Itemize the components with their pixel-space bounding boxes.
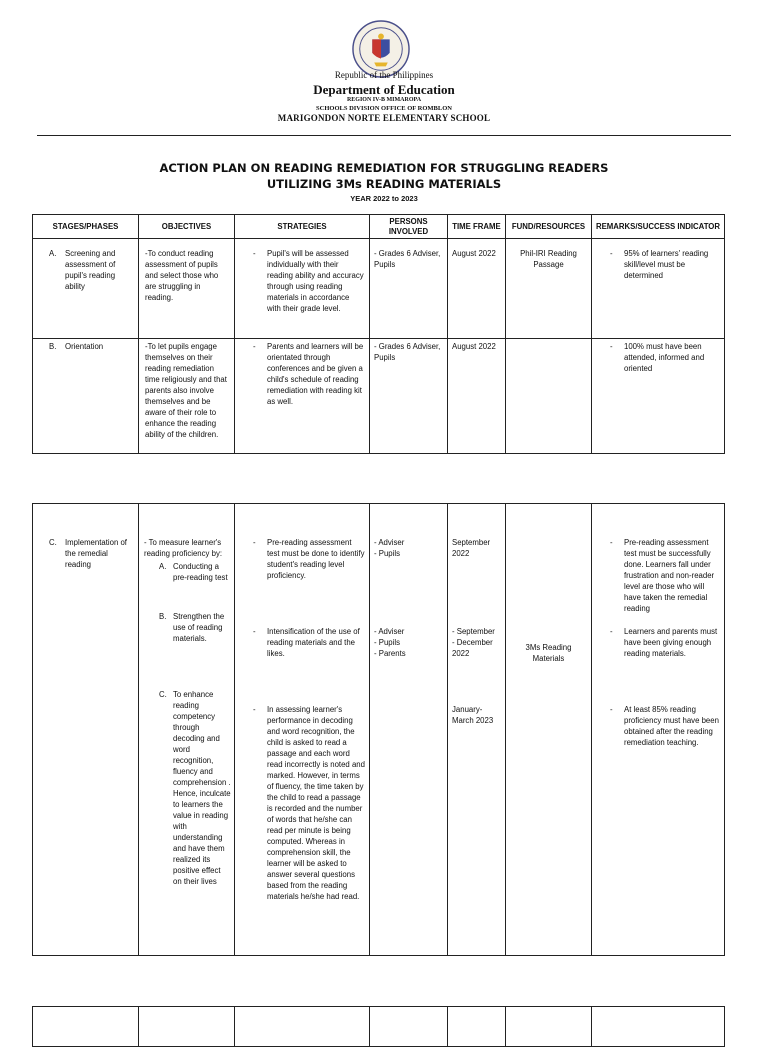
sub-letter: B. bbox=[159, 612, 167, 621]
bullet-dash: - bbox=[253, 342, 256, 351]
strategy-text: Pupil's will be assessed individually with their reading ability and accuracy through using reading materials in accordance with their grade level. bbox=[267, 249, 364, 313]
stage-text: Implementation of the remedial reading bbox=[65, 538, 127, 569]
column-header: STRATEGIES bbox=[235, 215, 370, 239]
fund-text: Phil-IRI Reading Passage bbox=[520, 249, 577, 269]
remark-text: 100% must have been attended, informed and oriented bbox=[624, 342, 705, 373]
objective-text: -To conduct reading assessment of pupils and select those who are struggling in reading. bbox=[145, 249, 219, 302]
objective-intro: - To measure learner's reading proficiency by: bbox=[144, 538, 223, 558]
bullet-dash: - bbox=[253, 627, 256, 636]
stage-letter: C. bbox=[49, 538, 57, 547]
time-text: September 2022 bbox=[452, 538, 491, 558]
fund-text: 3Ms Reading Materials bbox=[525, 643, 572, 663]
time-text: - September bbox=[452, 627, 495, 636]
action-plan-table-continued bbox=[32, 503, 725, 956]
stage-letter: A. bbox=[49, 249, 57, 258]
bullet-dash: - bbox=[610, 342, 613, 351]
person-item: - Adviser bbox=[374, 627, 405, 636]
column-header: PERSONS INVOLVED bbox=[370, 215, 448, 239]
column-header: FUND/RESOURCES bbox=[506, 215, 592, 239]
strategy-text: In assessing learner's performance in decoding and word recognition, the child is asked to read a passage and each word read incorrectly is noted and marked. However, in terms of fluency, the time taken by the child to read a passage is recorded and the number of words that he/she can read per minute is being computed. Whereas in comprehension skill, the learner will be asked to answer several questions based from the reading materials he/she had read. bbox=[267, 705, 365, 901]
remark-text: 95% of learners' reading skill/level must be determined bbox=[624, 249, 709, 280]
bullet-dash: - bbox=[253, 538, 256, 547]
bullet-dash: - bbox=[610, 627, 613, 636]
column-header: STAGES/PHASES bbox=[33, 215, 139, 239]
sub-letter: A. bbox=[159, 562, 167, 571]
stage-text: Screening and assessment of pupil's reading ability bbox=[65, 249, 116, 291]
objective-text: Strengthen the use of reading materials. bbox=[173, 612, 225, 643]
time-text: January-March 2023 bbox=[452, 705, 494, 725]
bullet-dash: - bbox=[610, 249, 613, 258]
time-text: August 2022 bbox=[452, 249, 496, 258]
remark-text: At least 85% reading proficiency must have been obtained after the reading remediation teaching. bbox=[624, 705, 719, 747]
strategy-text: Pre-reading assessment test must be done to identify student's reading level proficiency. bbox=[267, 538, 365, 580]
header-divider bbox=[37, 135, 731, 136]
time-text: - December 2022 bbox=[452, 638, 493, 658]
region-text: REGION IV-B MIMAROPA bbox=[346, 97, 422, 103]
person-item: - Adviser bbox=[374, 538, 405, 547]
bullet-dash: - bbox=[610, 538, 613, 547]
table-row bbox=[33, 504, 725, 956]
bullet-dash: - bbox=[253, 705, 256, 714]
persons-text: - Grades 6 Adviser, Pupils bbox=[374, 342, 441, 362]
stage-text: Orientation bbox=[65, 342, 104, 351]
table-row bbox=[33, 239, 725, 339]
bullet-dash: - bbox=[253, 249, 256, 258]
person-item: - Pupils bbox=[374, 549, 400, 558]
document-title: ACTION PLAN ON READING REMEDIATION FOR STRUGGLING READERS bbox=[159, 161, 609, 175]
objective-text: -To let pupils engage themselves on their reading remediation time religiously and that parents also involve themselves and be aware of their role to enhance the reading ability of the children. bbox=[145, 342, 227, 439]
persons-text: - Grades 6 Adviser, Pupils bbox=[374, 249, 441, 269]
document-subtitle: UTILIZING 3Ms READING MATERIALS bbox=[266, 177, 502, 191]
time-text: August 2022 bbox=[452, 342, 496, 351]
department-name: Department of Education bbox=[313, 82, 455, 97]
bullet-dash: - bbox=[610, 705, 613, 714]
column-header: TIME FRAME bbox=[448, 215, 506, 239]
division-text: SCHOOLS DIVISION OFFICE OF ROMBLON bbox=[316, 105, 452, 112]
school-year: YEAR 2022 to 2023 bbox=[350, 194, 418, 203]
column-header: REMARKS/SUCCESS INDICATOR bbox=[592, 215, 725, 239]
republic-text: Republic of the Philippines bbox=[334, 70, 434, 80]
objective-text: Conducting a pre-reading test bbox=[173, 562, 228, 582]
objective-text: To enhance reading competency through decoding and word recognition, fluency and comprehension . Hence, inculcate to learners the value in reading with understanding and have them realized its positive effect on their lives bbox=[173, 690, 231, 886]
remark-text: Pre-reading assessment test must be successfully done. Learners fall under frustration and non-reader level are those who will have taken the remedial reading bbox=[624, 538, 715, 613]
table-row bbox=[33, 1007, 725, 1047]
strategy-text: Intensification of the use of reading materials and the likes. bbox=[267, 627, 360, 658]
action-plan-table bbox=[32, 214, 725, 454]
school-name: MARIGONDON NORTE ELEMENTARY SCHOOL bbox=[277, 113, 491, 123]
strategy-text: Parents and learners will be orientated through conferences and be given a child's schedule of reading remediation with reading kit as well. bbox=[267, 342, 364, 406]
column-header: OBJECTIVES bbox=[139, 215, 235, 239]
remark-text: Learners and parents must have been giving enough reading materials. bbox=[624, 627, 718, 658]
table-header-row bbox=[33, 215, 725, 239]
sub-letter: C. bbox=[159, 690, 167, 699]
table-row bbox=[33, 339, 725, 454]
stage-letter: B. bbox=[49, 342, 57, 351]
fund-text bbox=[506, 339, 591, 345]
action-plan-table-next-page bbox=[32, 1006, 725, 1047]
person-item: - Pupils bbox=[374, 638, 400, 647]
person-item: - Parents bbox=[374, 649, 406, 658]
